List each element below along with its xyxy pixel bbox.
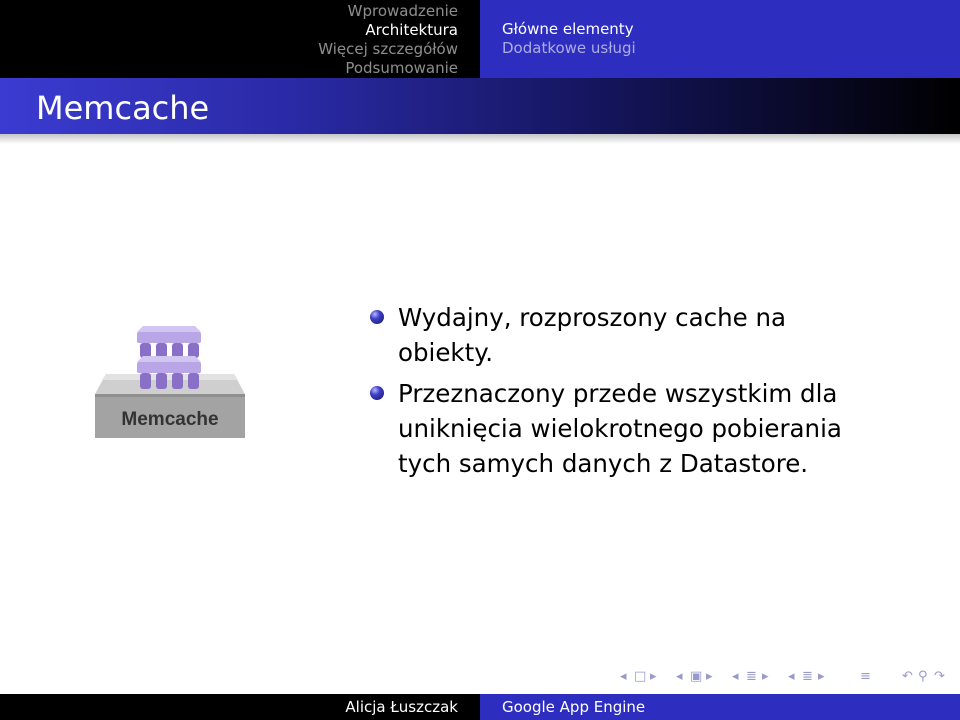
nav-subsection-glowne-elementy[interactable]: Główne elementy bbox=[502, 20, 634, 38]
navigation-symbols bbox=[620, 669, 955, 689]
bullet-list bbox=[366, 300, 846, 487]
frame-title: Memcache bbox=[36, 89, 210, 127]
memcache-logo bbox=[92, 322, 248, 440]
bullet-text: Przeznaczony przede wszystkim dla uniknięcia wielokrotnego pobierania tych samych danych z Datastore. bbox=[398, 379, 842, 478]
title-shadow bbox=[0, 134, 960, 144]
bullet-ball-icon bbox=[370, 310, 384, 324]
top-navigation-bar bbox=[0, 0, 960, 78]
list-item bbox=[366, 376, 846, 481]
footer-bar bbox=[0, 694, 960, 720]
document-next-icon[interactable]: ▸ bbox=[818, 669, 825, 684]
document-prev-icon[interactable]: ◂ bbox=[788, 669, 795, 684]
section-prev-icon[interactable]: ◂ bbox=[732, 669, 739, 684]
frame-prev-icon[interactable]: ◂ bbox=[620, 669, 627, 684]
bullet-text: Wydajny, rozproszony cache na obiekty. bbox=[398, 303, 787, 367]
footer-title: Google App Engine bbox=[480, 694, 960, 720]
forward-icon[interactable]: ↷ bbox=[934, 669, 945, 684]
nav-section-podsumowanie[interactable]: Podsumowanie bbox=[345, 59, 458, 77]
section-next-icon[interactable]: ▸ bbox=[762, 669, 769, 684]
search-icon[interactable]: ⚲ bbox=[918, 669, 928, 684]
nav-section-architektura[interactable]: Architektura bbox=[365, 21, 458, 39]
frame-icon[interactable]: □ bbox=[634, 669, 647, 684]
subsection-icon[interactable]: ▣ bbox=[690, 669, 703, 684]
section-icon[interactable]: ≣ bbox=[746, 669, 757, 684]
logo-label: Memcache bbox=[121, 409, 219, 430]
document-icon[interactable]: ≣ bbox=[802, 669, 813, 684]
section-navigation bbox=[0, 0, 480, 78]
nav-section-wiecej-szczegolow[interactable]: Więcej szczegółów bbox=[318, 40, 458, 58]
memcache-logo-graphic bbox=[92, 322, 248, 440]
nav-section-wprowadzenie[interactable]: Wprowadzenie bbox=[347, 2, 458, 20]
back-icon[interactable]: ↶ bbox=[902, 669, 913, 684]
subsection-next-icon[interactable]: ▸ bbox=[706, 669, 713, 684]
list-item bbox=[366, 300, 846, 370]
appendix-icon[interactable]: ≡ bbox=[860, 669, 871, 684]
frame-next-icon[interactable]: ▸ bbox=[650, 669, 657, 684]
nav-subsection-dodatkowe-uslugi[interactable]: Dodatkowe usługi bbox=[502, 39, 636, 57]
frame-title-bar bbox=[0, 78, 960, 134]
subsection-prev-icon[interactable]: ◂ bbox=[676, 669, 683, 684]
footer-author: Alicja Łuszczak bbox=[0, 694, 480, 720]
bullet-ball-icon bbox=[370, 386, 384, 400]
subsection-navigation bbox=[480, 0, 960, 78]
